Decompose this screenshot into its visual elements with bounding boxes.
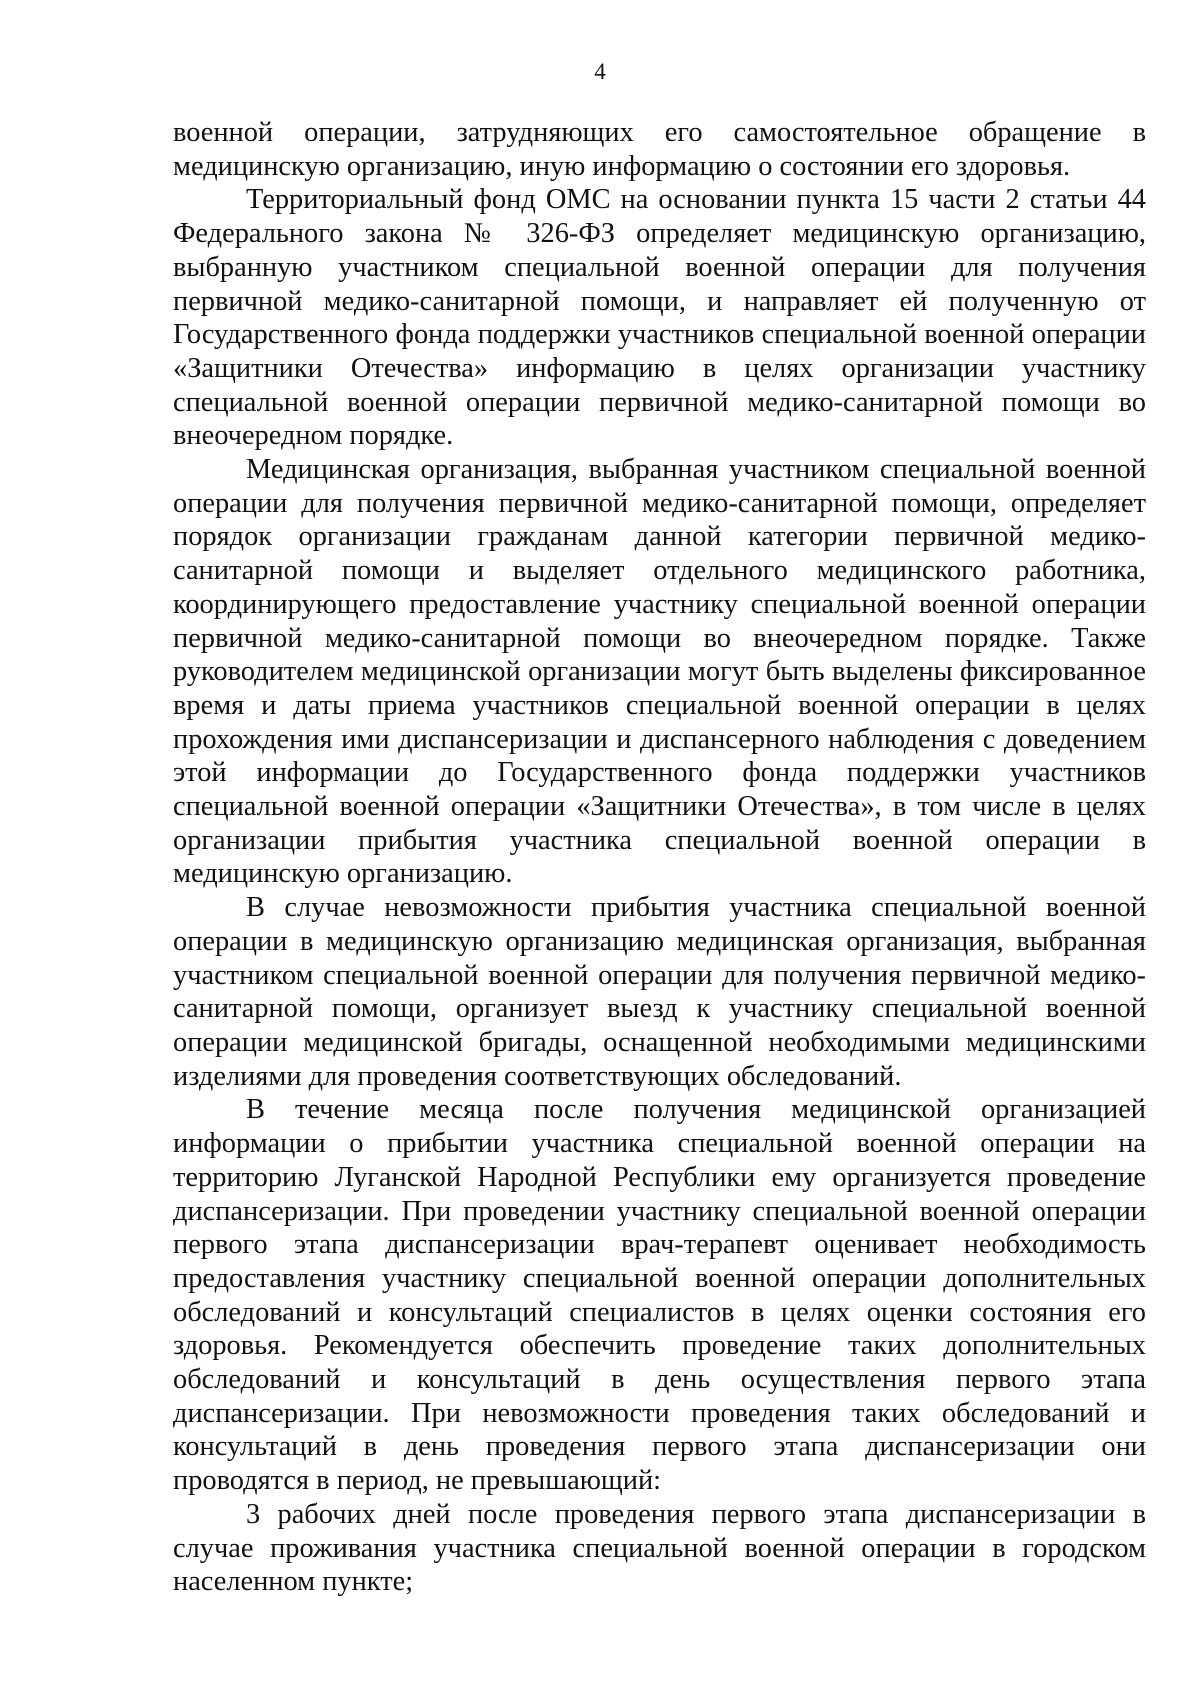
paragraph-territorial-fund: Территориальный фонд ОМС на основании пункта 15 части 2 статьи 44 Федерального закона № 326-ФЗ определяет медицинскую организацию, выбранную участником специальной военной операции для получения первичной медико-санитарной помощи, и направляет ей полученную от Государственного фонда поддержки участников специальной военной операции «Защитники Отечества» информацию в целях организации участнику специальной военной операции первичной медико-санитарной помощи во внеочередном порядке. — [173, 184, 1146, 452]
paragraph-dispensarization: В течение месяца после получения медицинской организацией информации о прибытии участника специальной военной операции на территорию Луганской Народной Республики ему организуется проведение диспансеризации. При проведении участнику специальной военной операции первого этапа диспансеризации врач-терапевт оценивает необходимость предоставления участнику специальной военной операции дополнительных обследований и консультаций специалистов в целях оценки состояния его здоровья. Рекомендуется обеспечить проведение таких дополнительных обследований и консультаций в день осуществления первого этапа диспансеризации. При невозможности проведения таких обследований и консультаций в день проведения первого этапа диспансеризации они проводятся в период, не превышающий: — [173, 1094, 1146, 1497]
paragraph-continuation: военной операции, затрудняющих его самостоятельное обращение в медицинскую организацию, иную информацию о состоянии его здоровья. — [173, 117, 1146, 182]
paragraph-medical-organization: Медицинская организация, выбранная участником специальной военной операции для получения первичной медико-санитарной помощи, определяет порядок организации гражданам данной категории первичной медико-санитарной помощи и выделяет отдельного медицинского работника, координирующего предоставление участнику специальной военной операции первичной медико-санитарной помощи во внеочередном порядке. Также руководителем медицинской организации могут быть выделены фиксированное время и даты приема участников специальной военной операции в целях прохождения ими диспансеризации и диспансерного наблюдения с доведением этой информации до Государственного фонда поддержки участников специальной военной операции «Защитники Отечества», в том числе в целях организации прибытия участника специальной военной операции в медицинскую организацию. — [173, 454, 1146, 890]
page-number: 4 — [594, 59, 606, 84]
paragraph-arrival-impossible: В случае невозможности прибытия участника специальной военной операции в медицинскую организацию медицинская организация, выбранная участником специальной военной операции для получения первичной медико-санитарной помощи, организует выезд к участнику специальной военной операции медицинской бригады, оснащенной необходимыми медицинскими изделиями для проведения соответствующих обследований. — [173, 892, 1146, 1092]
document-body — [173, 116, 1146, 1599]
paragraph-working-days: 3 рабочих дней после проведения первого этапа диспансеризации в случае проживания участника специальной военной операции в городском населенном пункте; — [173, 1498, 1146, 1598]
